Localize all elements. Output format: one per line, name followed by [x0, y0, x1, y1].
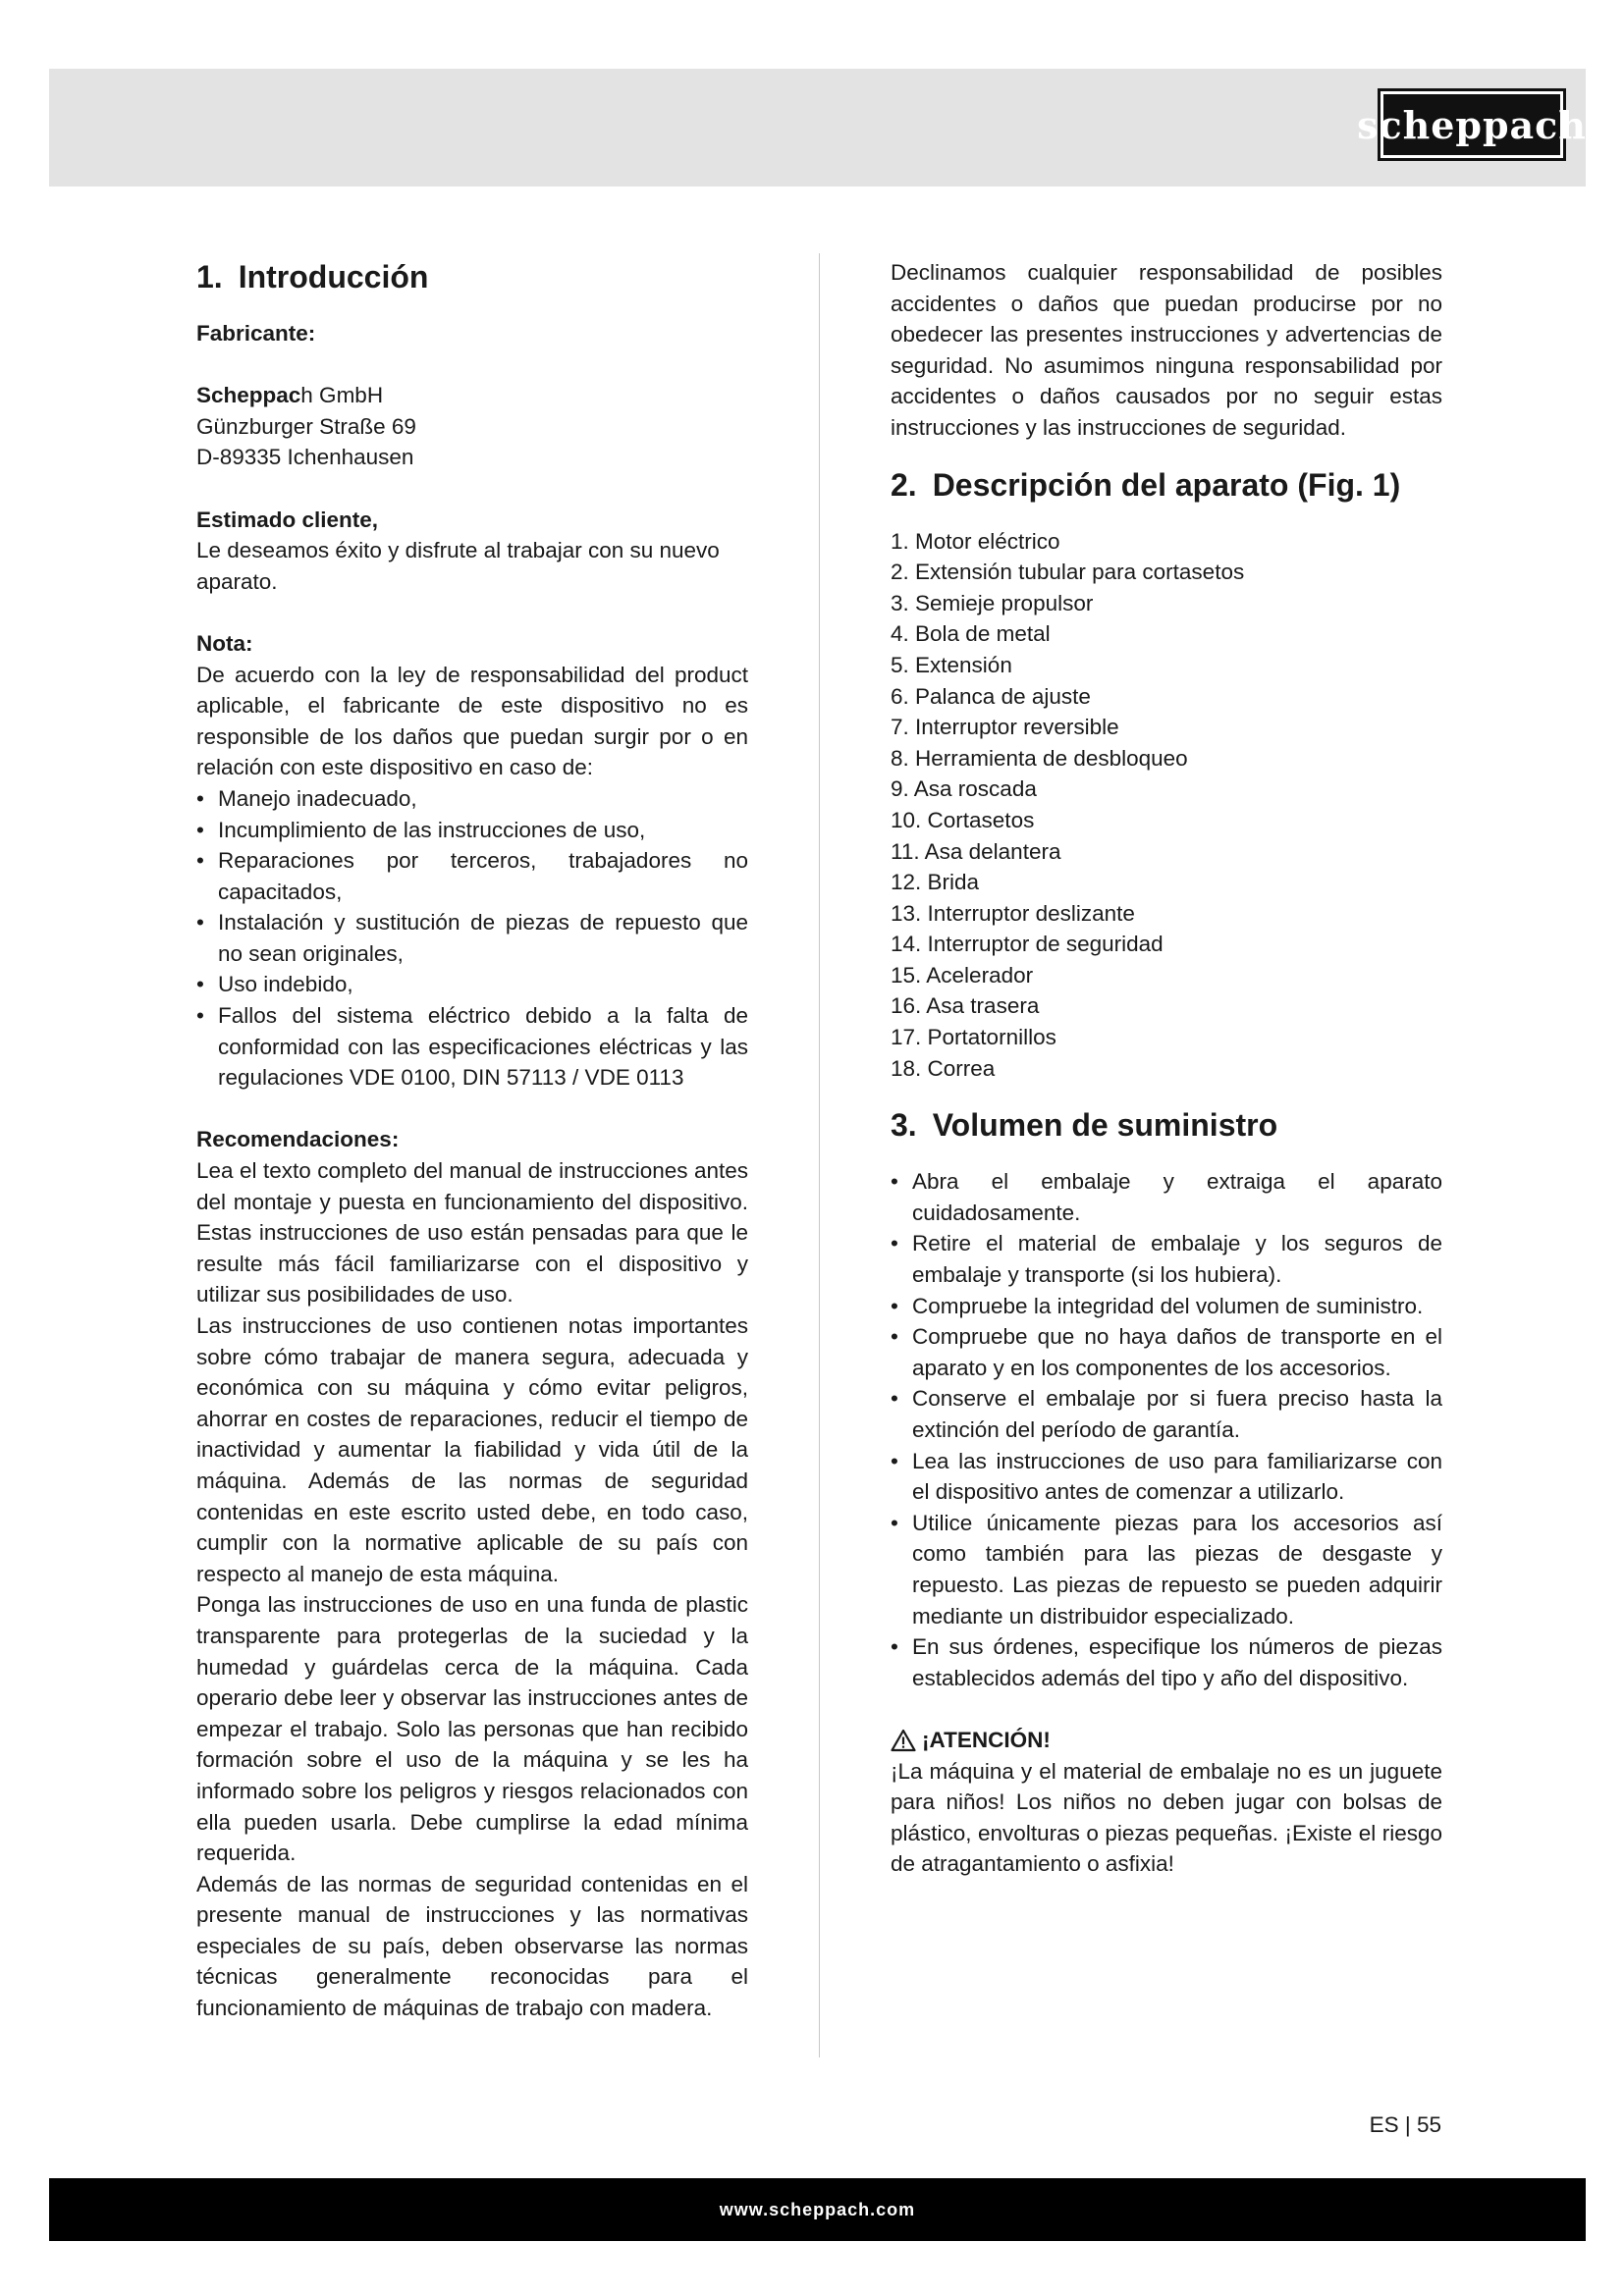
part-item: 2. Extensión tubular para cortasetos	[891, 560, 1245, 585]
part-item: 1. Motor eléctrico	[891, 528, 1060, 554]
delivery-list-item: • Utilice únicamente piezas para los accesorios así como también para las piezas de desgaste y repuesto. Las piezas de repuesto se pueden adquirir mediante un distribuidor especializado.	[891, 1508, 1442, 1631]
page-number: ES | 55	[1369, 2112, 1441, 2137]
attention-text: ¡La máquina y el material de embalaje no es un juguete para niños! Los niños no deben jugar con bolsas de plástico, envolturas o piezas pequeñas. ¡Existe el riesgo de atragantamiento o asfixia!	[891, 1758, 1442, 1877]
delivery-list-item: • En sus órdenes, especifique los números de piezas establecidos además del tipo y año del dispositivo.	[891, 1631, 1442, 1693]
part-item: 11. Asa delantera	[891, 838, 1061, 864]
part-item: 4. Bola de metal	[891, 621, 1051, 647]
section-number: 2.	[891, 466, 917, 503]
part-item: 13. Interruptor deslizante	[891, 900, 1135, 926]
section-heading-description	[891, 465, 1442, 505]
part-item: 12. Brida	[891, 870, 980, 895]
note-list-item: • Manejo inadecuado,	[196, 783, 748, 815]
part-item: 7. Interruptor reversible	[891, 715, 1119, 740]
delivery-list-item: • Abra el embalaje y extraiga el aparato cuidadosamente.	[891, 1166, 1442, 1228]
recommendations-paragraph: Además de las normas de seguridad contenidas en el presente manual de instrucciones y las normativas especiales de su país, deben observarse las normas técnicas generalmente reconocidas para el funcionamiento de máquinas de trabajo con madera.	[196, 1871, 748, 2021]
part-item: 16. Asa trasera	[891, 993, 1040, 1019]
section-number: 3.	[891, 1107, 917, 1144]
recommendations-paragraph: Las instrucciones de uso contienen notas importantes sobre cómo trabajar de manera segura, adecuada y económica con su máquina y cómo evitar peligros, ahorrar en costes de reparaciones, reducir el tiempo de inactividad y aumentar la fiabilidad y vida útil de la máquina. Además de las normas de seguridad contenidas en este escrito usted debe, en todo caso, cumplir con la normative aplicable de su país con respecto al manejo de esta máquina.	[196, 1313, 748, 1586]
company-name-bold: Scheppac	[196, 383, 301, 408]
warning-icon	[891, 1729, 916, 1752]
part-item: 17. Portatornillos	[891, 1025, 1056, 1050]
street-address: Günzburger Straße 69	[196, 413, 416, 439]
delivery-list-item: • Lea las instrucciones de uso para familiarizarse con el dispositivo antes de comenzar a utilizarlo.	[891, 1446, 1442, 1508]
company-name-rest: h GmbH	[300, 383, 384, 408]
recommendations-paragraph: Ponga las instrucciones de uso en una funda de plastic transparente para protegerlas de la suciedad y la humedad y guárdelas cerca de la máquina. Cada operario debe leer y observar las instrucciones antes de empezar el trabajo. Solo las personas que han recibido formación sobre el uso de la máquina y se les ha informado sobre los peligros y riesgos relacionados con ella pueden usarla. Debe cumplirse la edad mínima requerida.	[196, 1592, 748, 1866]
greeting-title: Estimado cliente,	[196, 507, 379, 532]
manufacturer-address	[196, 380, 748, 473]
section-number: 1.	[196, 259, 223, 294]
delivery-list-item: • Compruebe que no haya daños de transporte en el aparato y en los componentes de los accesorios.	[891, 1321, 1442, 1383]
footer-url: www.scheppach.com	[719, 2199, 916, 2219]
attention-title: ¡ATENCIÓN!	[922, 1727, 1051, 1752]
recommendations-paragraph: Lea el texto completo del manual de instrucciones antes del montaje y puesta en funcionamiento del dispositivo. Estas instrucciones de uso están pensadas para que le resulte más fácil familiarizarse con el dispositivo y utilizar sus posibilidades de uso.	[196, 1158, 748, 1308]
manufacturer-label: Fabricante:	[196, 321, 316, 346]
part-item: 9. Asa roscada	[891, 776, 1037, 802]
part-item: 18. Correa	[891, 1055, 996, 1081]
city-address: D-89335 Ichenhausen	[196, 445, 414, 470]
note-list-item: • Uso indebido,	[196, 969, 748, 1000]
note-list-item: • Instalación y sustitución de piezas de repuesto que no sean originales,	[196, 907, 748, 969]
note-list-item: • Incumplimiento de las instrucciones de uso,	[196, 815, 748, 846]
part-item: 14. Interruptor de seguridad	[891, 932, 1164, 957]
part-item: 15. Acelerador	[891, 962, 1034, 988]
note-text: De acuerdo con la ley de responsabilidad del product aplicable, el fabricante de este dispositivo no es responsible de los daños que puedan surgir por o en relación con este dispositivo en caso de:	[196, 662, 748, 780]
header-band	[49, 69, 1586, 187]
company-name	[196, 380, 748, 411]
greeting-text: Le deseamos éxito y disfrute al trabajar con su nuevo aparato.	[196, 538, 720, 594]
left-column	[196, 257, 748, 2024]
delivery-list	[891, 1166, 1442, 1693]
delivery-list-item: • Retire el material de embalaje y los seguros de embalaje y transporte (si los hubiera).	[891, 1228, 1442, 1290]
column-divider	[819, 253, 820, 2057]
note-list	[196, 783, 748, 1094]
right-column	[891, 257, 1442, 1880]
note-list-item: • Fallos del sistema eléctrico debido a la falta de conformidad con las especificaciones eléctricas y las regulaciones VDE 0100, DIN 57113 / VDE 0113	[196, 1000, 748, 1094]
delivery-list-item: • Compruebe la integridad del volumen de suministro.	[891, 1291, 1442, 1322]
delivery-list-item: • Conserve el embalaje por si fuera preciso hasta la extinción del período de garantía.	[891, 1383, 1442, 1445]
part-item: 5. Extensión	[891, 652, 1012, 677]
section-title: Volumen de suministro	[932, 1107, 1278, 1144]
part-item: 3. Semieje propulsor	[891, 590, 1094, 615]
note-list-item: • Reparaciones por terceros, trabajadores no capacitados,	[196, 845, 748, 907]
disclaimer-text: Declinamos cualquier responsabilidad de posibles accidentes o daños que puedan producirse por no obedecer las presentes instrucciones y advertencias de seguridad. No asumimos ninguna responsabilidad por accidentes o daños causados por no seguir estas instrucciones y las instrucciones de seguridad.	[891, 260, 1442, 440]
section-title: Introducción	[238, 259, 429, 294]
part-item: 6. Palanca de ajuste	[891, 683, 1091, 709]
part-item: 8. Herramienta de desbloqueo	[891, 745, 1188, 771]
section-heading-introduction	[196, 257, 748, 296]
footer-bar	[49, 2178, 1586, 2241]
attention-heading	[891, 1725, 1442, 1756]
note-title: Nota:	[196, 630, 253, 656]
parts-list	[891, 526, 1442, 1085]
recommendations-title: Recomendaciones:	[196, 1127, 400, 1152]
section-title: Descripción del aparato (Fig. 1)	[932, 466, 1401, 503]
section-heading-delivery	[891, 1105, 1442, 1145]
part-item: 10. Cortasetos	[891, 807, 1035, 832]
brand-logo: scheppach	[1378, 88, 1566, 161]
